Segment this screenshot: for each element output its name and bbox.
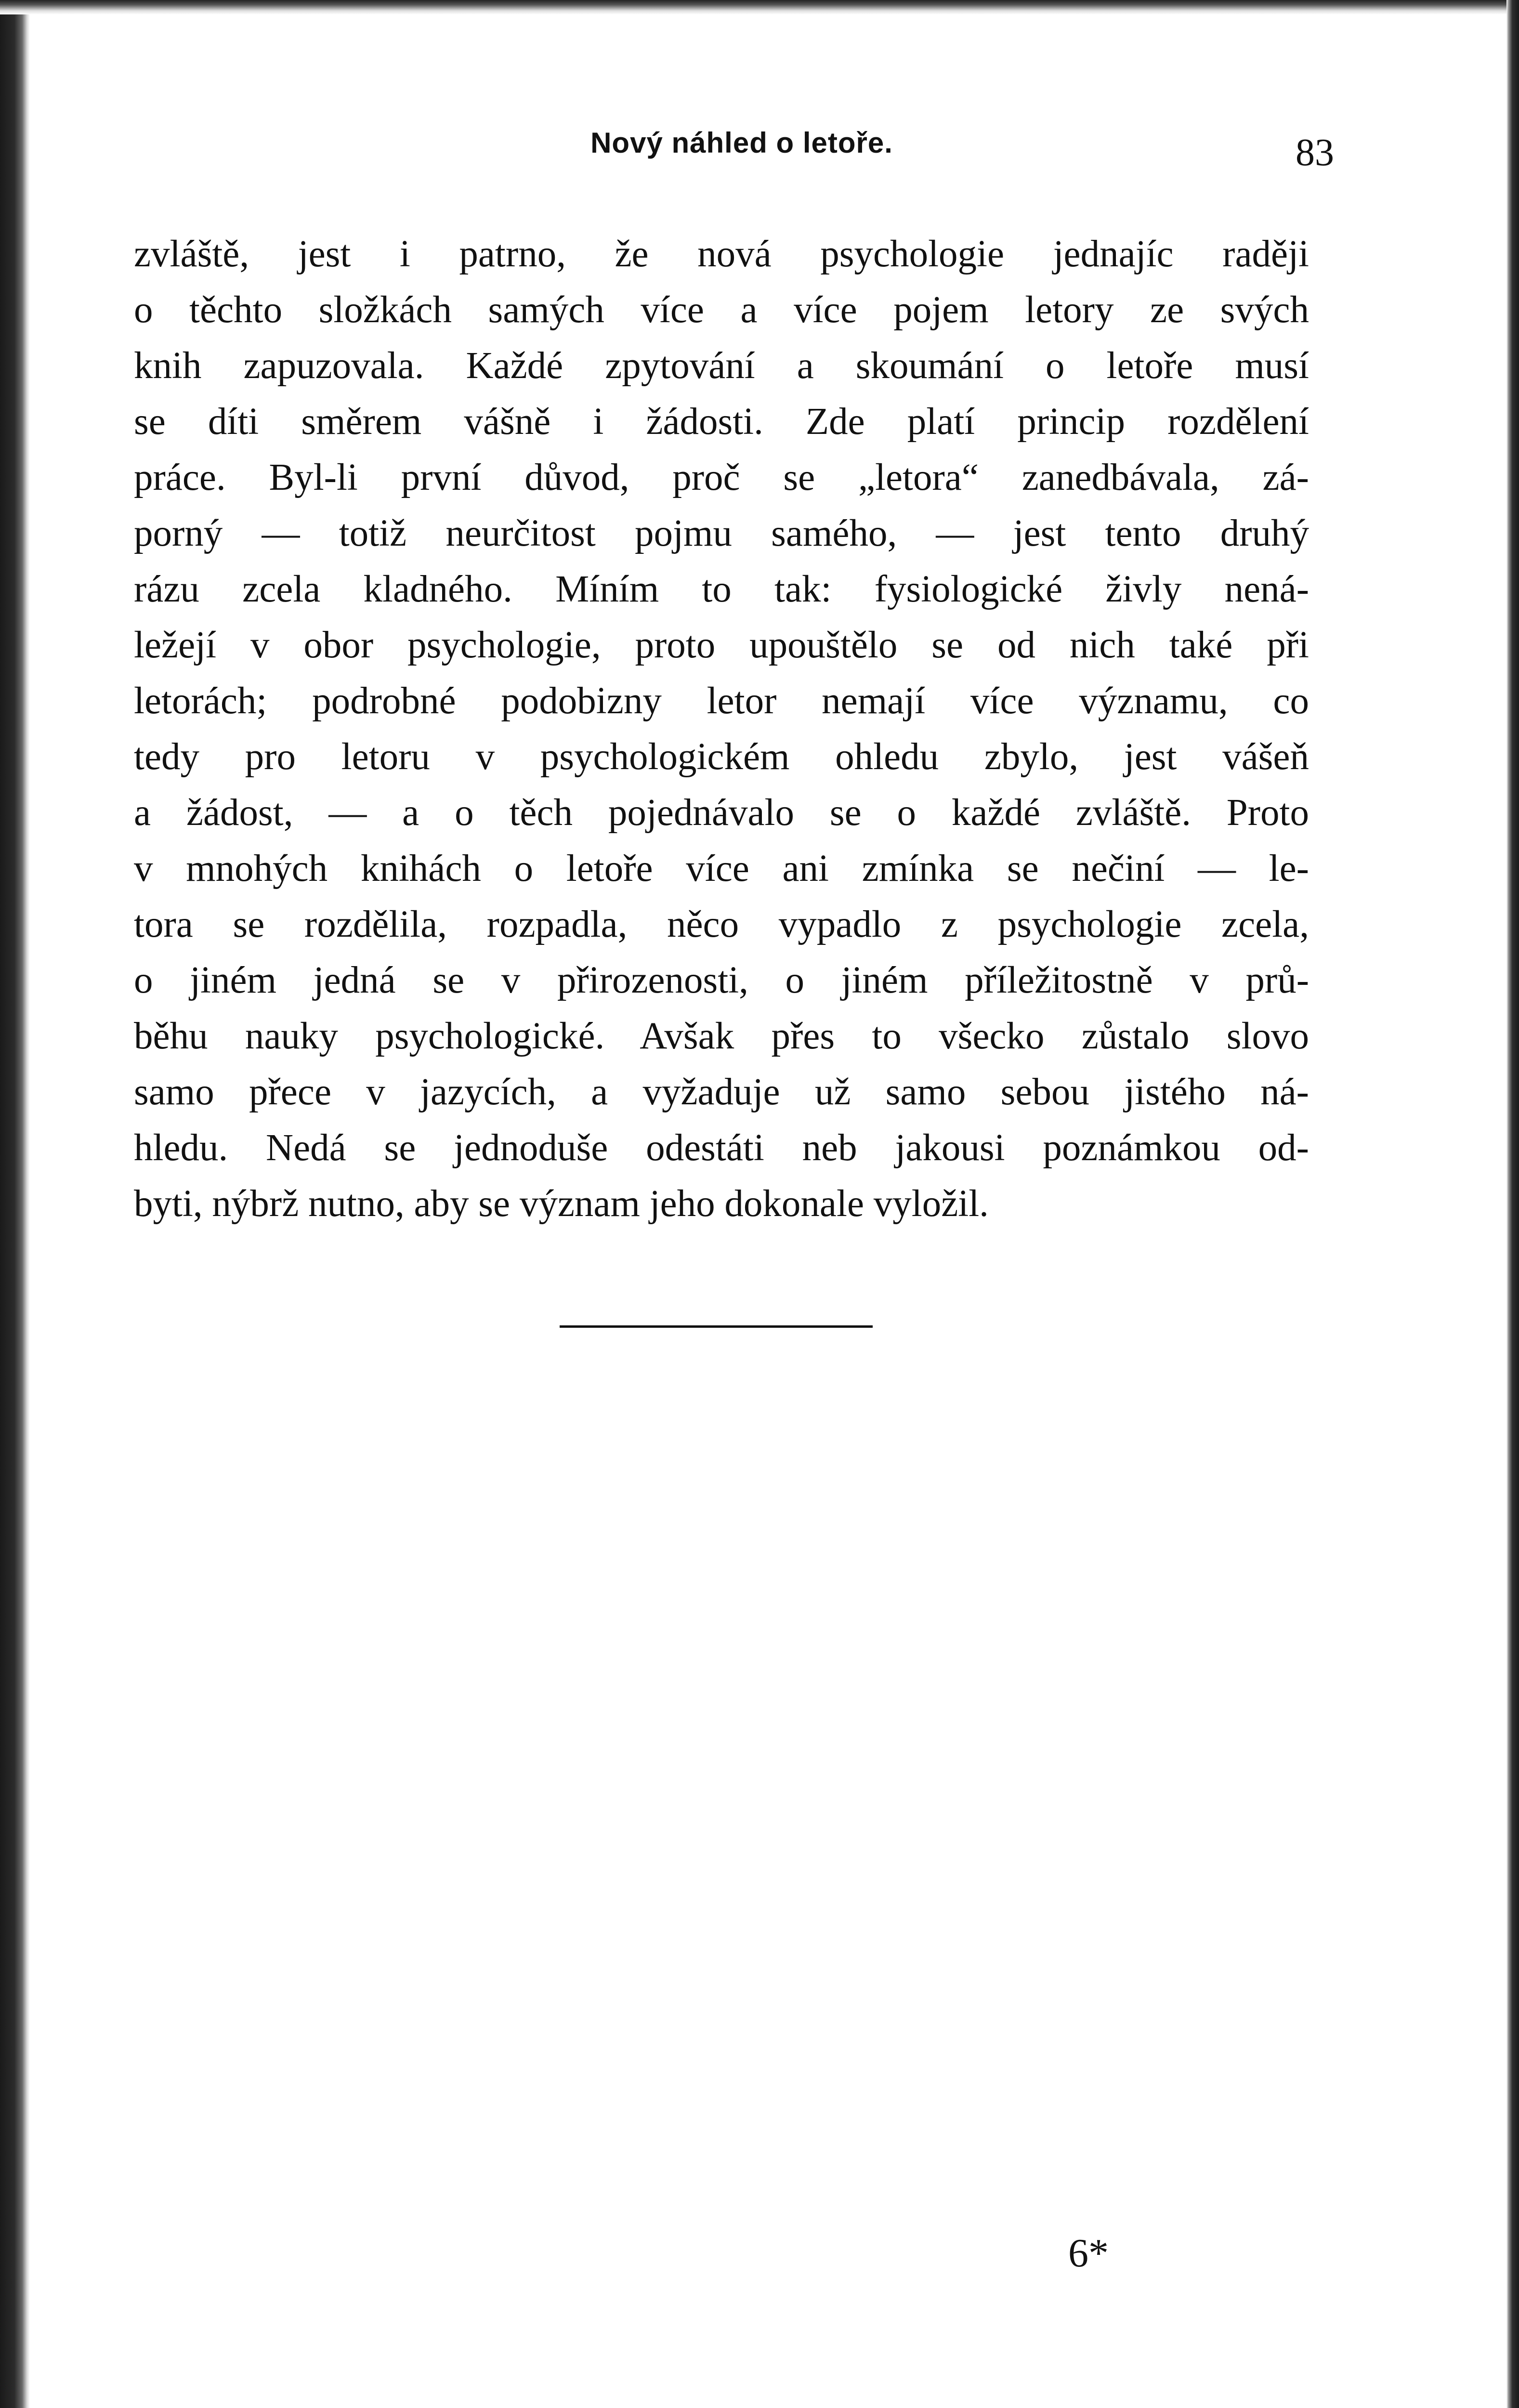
text-line: běhu nauky psychologické. Avšak přes to všecko zůstalo slovo: [134, 1015, 1309, 1057]
section-divider-rule: [560, 1325, 873, 1328]
text-line: knih zapuzovala. Každé zpytování a skoumání o letoře musí: [134, 345, 1309, 387]
text-line: o jiném jedná se v přirozenosti, o jiném příležitostně v prů-: [134, 959, 1309, 1001]
text-line: ležejí v obor psychologie, proto upouštělo se od nich také při: [134, 624, 1309, 666]
running-head-title: Nový náhled o letoře.: [590, 127, 893, 159]
text-line: se díti směrem vášně i žádosti. Zde platí princip rozdělení: [134, 401, 1309, 443]
body-paragraph: [134, 226, 1309, 1232]
page-number: 83: [1296, 131, 1334, 174]
text-line-last: byti, nýbrž nutno, aby se význam jeho dokonale vyložil.: [134, 1183, 989, 1225]
text-line: letorách; podrobné podobizny letor nemají více významu, co: [134, 680, 1309, 722]
text-line: hledu. Nedá se jednoduše odestáti neb jakousi poznámkou od-: [134, 1127, 1309, 1169]
text-line: tedy pro letoru v psychologickém ohledu zbylo, jest vášeň: [134, 736, 1309, 778]
text-line: zvláště, jest i patrno, že nová psychologie jednajíc raději: [134, 233, 1309, 275]
text-line: práce. Byl-li první důvod, proč se „letora“ zanedbávala, zá-: [134, 457, 1309, 498]
scan-edge-right: [1506, 0, 1519, 2408]
text-line: v mnohých knihách o letoře více ani zmínka se nečiní — le-: [134, 848, 1309, 890]
text-line: rázu zcela kladného. Míním to tak: fysiologické živly nená-: [134, 568, 1309, 610]
text-line: o těchto složkách samých více a více pojem letory ze svých: [134, 289, 1309, 331]
text-line: samo přece v jazycích, a vyžaduje už samo sebou jistého ná-: [134, 1071, 1309, 1113]
text-line: tora se rozdělila, rozpadla, něco vypadlo z psychologie zcela,: [134, 903, 1309, 945]
text-line: a žádost, — a o těch pojednávalo se o každé zvláště. Proto: [134, 792, 1309, 834]
scan-edge-top: [0, 0, 1519, 14]
scan-edge-left: [0, 0, 30, 2408]
signature-mark: 6*: [1068, 2231, 1109, 2276]
text-line: porný — totiž neurčitost pojmu samého, — jest tento druhý: [134, 512, 1309, 554]
